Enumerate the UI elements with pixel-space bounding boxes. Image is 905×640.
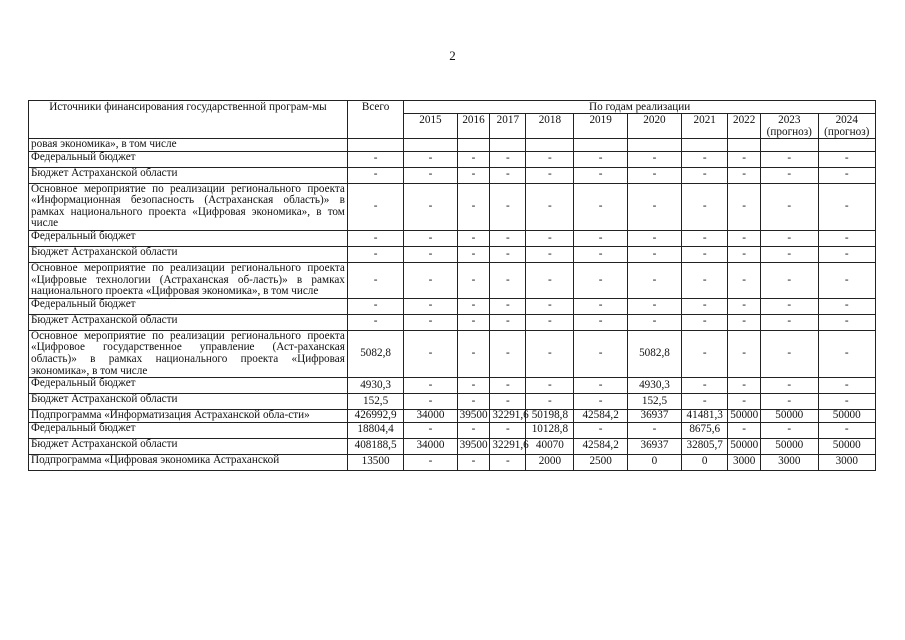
row-year-value: -	[682, 230, 728, 246]
row-year-value: -	[404, 330, 457, 377]
row-year-value: -	[761, 262, 818, 298]
row-year-value: -	[404, 151, 457, 167]
row-source: Бюджет Астраханской области	[29, 314, 348, 330]
row-year-value: -	[457, 262, 490, 298]
row-source: Бюджет Астраханской области	[29, 394, 348, 410]
row-source: Федеральный бюджет	[29, 378, 348, 394]
row-year-value: -	[490, 183, 526, 230]
row-year-value: -	[682, 151, 728, 167]
row-year-value: -	[490, 314, 526, 330]
row-year-value: -	[574, 151, 627, 167]
row-year-value: 50000	[728, 410, 761, 423]
row-total: 408188,5	[347, 438, 403, 454]
row-year-value: 39500	[457, 410, 490, 423]
row-year-value: -	[818, 394, 876, 410]
row-source: Подпрограмма «Информатизация Астраханской обла-сти»	[29, 410, 348, 423]
header-year: 2018	[526, 114, 574, 139]
row-year-value: -	[818, 183, 876, 230]
row-source: Подпрограмма «Цифровая экономика Астраханской	[29, 454, 348, 470]
row-year-value: -	[574, 262, 627, 298]
table-row	[29, 230, 876, 246]
row-year-value: -	[627, 151, 681, 167]
row-year-value: -	[728, 183, 761, 230]
row-year-value: -	[728, 151, 761, 167]
row-total: -	[347, 183, 403, 230]
row-year-value: -	[761, 422, 818, 438]
row-year-value: -	[818, 230, 876, 246]
row-year-value: -	[818, 246, 876, 262]
row-year-value: -	[728, 378, 761, 394]
header-year: 2021	[682, 114, 728, 139]
row-year-value: -	[457, 314, 490, 330]
table-row	[29, 330, 876, 377]
row-year-value: -	[682, 378, 728, 394]
row-year-value: 2000	[526, 454, 574, 470]
table-row	[29, 314, 876, 330]
row-year-value: -	[457, 378, 490, 394]
header-year: 2016	[457, 114, 490, 139]
row-year-value: 50198,8	[526, 410, 574, 423]
row-year-value	[404, 139, 457, 152]
row-source: ровая экономика», в том числе	[29, 139, 348, 152]
row-year-value: -	[404, 183, 457, 230]
table-row	[29, 394, 876, 410]
row-year-value: -	[457, 330, 490, 377]
row-year-value: -	[728, 314, 761, 330]
row-year-value: 40070	[526, 438, 574, 454]
header-year: 2024 (прогноз)	[818, 114, 876, 139]
row-year-value: -	[574, 422, 627, 438]
row-year-value: 3000	[728, 454, 761, 470]
row-total: 152,5	[347, 394, 403, 410]
row-year-value: 0	[627, 454, 681, 470]
row-year-value: -	[627, 262, 681, 298]
row-year-value: -	[818, 314, 876, 330]
row-year-value: -	[404, 246, 457, 262]
row-year-value: -	[682, 394, 728, 410]
row-year-value: 36937	[627, 438, 681, 454]
row-year-value: 50000	[818, 438, 876, 454]
row-year-value: 10128,8	[526, 422, 574, 438]
table-row	[29, 422, 876, 438]
row-year-value	[457, 139, 490, 152]
row-year-value: -	[574, 330, 627, 377]
header-year: 2023 (прогноз)	[761, 114, 818, 139]
row-year-value: -	[490, 230, 526, 246]
row-total: 5082,8	[347, 330, 403, 377]
row-source: Бюджет Астраханской области	[29, 246, 348, 262]
row-year-value: 2500	[574, 454, 627, 470]
row-year-value: 39500	[457, 438, 490, 454]
row-year-value: 36937	[627, 410, 681, 423]
row-year-value: -	[682, 167, 728, 183]
row-total: -	[347, 298, 403, 314]
row-year-value: -	[627, 167, 681, 183]
row-year-value: -	[526, 230, 574, 246]
row-year-value: -	[490, 298, 526, 314]
row-source: Федеральный бюджет	[29, 422, 348, 438]
row-year-value	[728, 139, 761, 152]
row-total: -	[347, 167, 403, 183]
table-row	[29, 454, 876, 470]
header-total: Всего	[347, 101, 403, 139]
table-row	[29, 246, 876, 262]
row-year-value: -	[526, 314, 574, 330]
row-year-value: -	[574, 378, 627, 394]
row-year-value: -	[682, 246, 728, 262]
row-year-value: -	[682, 330, 728, 377]
row-year-value: 41481,3	[682, 410, 728, 423]
row-year-value: -	[574, 298, 627, 314]
row-year-value: -	[728, 422, 761, 438]
row-year-value: 34000	[404, 410, 457, 423]
row-year-value: 3000	[761, 454, 818, 470]
table-row	[29, 183, 876, 230]
row-year-value: -	[761, 167, 818, 183]
row-year-value: -	[818, 330, 876, 377]
row-year-value: -	[574, 246, 627, 262]
row-year-value: -	[490, 394, 526, 410]
row-year-value: -	[682, 183, 728, 230]
row-year-value: -	[404, 314, 457, 330]
row-year-value: -	[404, 230, 457, 246]
row-source: Бюджет Астраханской области	[29, 167, 348, 183]
row-year-value: 32291,6	[490, 410, 526, 423]
header-year: 2020	[627, 114, 681, 139]
row-year-value: -	[457, 246, 490, 262]
row-source: Бюджет Астраханской области	[29, 438, 348, 454]
row-total: 13500	[347, 454, 403, 470]
table-row	[29, 410, 876, 423]
row-source: Основное мероприятие по реализации регионального проекта «Информационная безопасность (Астраханская область)» в рамках национального проекта «Цифровая экономика», в том числе	[29, 183, 348, 230]
row-year-value: -	[728, 246, 761, 262]
row-year-value: -	[404, 167, 457, 183]
row-source: Федеральный бюджет	[29, 298, 348, 314]
row-year-value: -	[761, 246, 818, 262]
row-year-value: -	[682, 298, 728, 314]
row-year-value: 50000	[818, 410, 876, 423]
row-year-value	[627, 139, 681, 152]
row-year-value	[574, 139, 627, 152]
row-year-value: -	[627, 422, 681, 438]
row-year-value: -	[761, 330, 818, 377]
row-year-value: -	[404, 262, 457, 298]
row-year-value	[490, 139, 526, 152]
row-year-value: -	[457, 454, 490, 470]
table-row	[29, 151, 876, 167]
row-year-value: -	[574, 230, 627, 246]
row-year-value: -	[574, 167, 627, 183]
row-year-value: -	[627, 246, 681, 262]
row-year-value: -	[682, 314, 728, 330]
row-total: 4930,3	[347, 378, 403, 394]
row-year-value: -	[627, 230, 681, 246]
row-year-value: -	[526, 183, 574, 230]
row-year-value: 0	[682, 454, 728, 470]
row-year-value: -	[818, 167, 876, 183]
row-year-value: -	[457, 230, 490, 246]
row-year-value: -	[761, 230, 818, 246]
row-year-value: -	[457, 183, 490, 230]
row-year-value: -	[457, 167, 490, 183]
row-year-value: -	[490, 167, 526, 183]
row-year-value: -	[404, 378, 457, 394]
header-year: 2022	[728, 114, 761, 139]
row-source: Основное мероприятие по реализации регионального проекта «Цифровые технологии (Астраханская об-ласть)» в рамках национального проекта «Цифровая экономика», в том числе	[29, 262, 348, 298]
row-year-value: -	[761, 394, 818, 410]
row-year-value: -	[574, 314, 627, 330]
table-row	[29, 262, 876, 298]
row-year-value: -	[457, 298, 490, 314]
row-year-value: 8675,6	[682, 422, 728, 438]
row-year-value: -	[761, 151, 818, 167]
row-year-value: -	[490, 330, 526, 377]
row-year-value: -	[818, 298, 876, 314]
row-source: Основное мероприятие по реализации регионального проекта «Цифровое государственное управление (Аст-раханская область)» в рамках национального проекта «Цифровая экономика», в том числе	[29, 330, 348, 377]
row-year-value: -	[490, 151, 526, 167]
row-year-value: -	[404, 394, 457, 410]
row-year-value: -	[627, 314, 681, 330]
row-year-value: -	[682, 262, 728, 298]
row-year-value: -	[490, 262, 526, 298]
row-year-value: -	[404, 454, 457, 470]
row-year-value: -	[526, 151, 574, 167]
row-year-value: 32291,6	[490, 438, 526, 454]
row-year-value: -	[728, 394, 761, 410]
row-year-value: -	[761, 378, 818, 394]
table-row	[29, 167, 876, 183]
table-row	[29, 139, 876, 152]
row-year-value: -	[728, 230, 761, 246]
header-year: 2019	[574, 114, 627, 139]
table-row	[29, 438, 876, 454]
row-year-value: -	[457, 394, 490, 410]
row-year-value: -	[574, 394, 627, 410]
row-year-value: -	[526, 378, 574, 394]
row-year-value: -	[490, 422, 526, 438]
row-total: -	[347, 314, 403, 330]
row-total: -	[347, 230, 403, 246]
table-row	[29, 298, 876, 314]
row-year-value: -	[457, 422, 490, 438]
row-year-value: -	[728, 330, 761, 377]
row-year-value: -	[457, 151, 490, 167]
row-year-value	[761, 139, 818, 152]
row-year-value: -	[761, 298, 818, 314]
row-year-value: -	[526, 262, 574, 298]
row-year-value: -	[404, 298, 457, 314]
row-year-value: 50000	[728, 438, 761, 454]
row-total	[347, 139, 403, 152]
row-total: 18804,4	[347, 422, 403, 438]
row-year-value: 5082,8	[627, 330, 681, 377]
row-year-value: 3000	[818, 454, 876, 470]
row-year-value: -	[490, 378, 526, 394]
row-year-value	[818, 139, 876, 152]
row-year-value: -	[818, 378, 876, 394]
row-year-value: 152,5	[627, 394, 681, 410]
row-year-value: -	[526, 394, 574, 410]
header-sources: Источники финансирования государственной програм-мы	[29, 101, 348, 139]
row-year-value: 32805,7	[682, 438, 728, 454]
financing-table	[28, 100, 876, 471]
row-year-value	[526, 139, 574, 152]
row-year-value: -	[404, 422, 457, 438]
row-year-value: -	[490, 246, 526, 262]
row-year-value: 4930,3	[627, 378, 681, 394]
row-year-value: -	[526, 298, 574, 314]
row-year-value: -	[574, 183, 627, 230]
row-year-value: -	[627, 183, 681, 230]
row-year-value: -	[818, 262, 876, 298]
row-year-value: -	[818, 422, 876, 438]
row-year-value: 42584,2	[574, 438, 627, 454]
row-total: -	[347, 151, 403, 167]
row-year-value: -	[627, 298, 681, 314]
row-year-value: -	[526, 246, 574, 262]
row-source: Федеральный бюджет	[29, 230, 348, 246]
row-year-value: 50000	[761, 438, 818, 454]
row-year-value: -	[526, 167, 574, 183]
row-year-value: -	[728, 167, 761, 183]
row-source: Федеральный бюджет	[29, 151, 348, 167]
table-row	[29, 378, 876, 394]
row-year-value: -	[761, 314, 818, 330]
row-year-value: 50000	[761, 410, 818, 423]
row-year-value: -	[728, 298, 761, 314]
row-total: -	[347, 262, 403, 298]
row-year-value: -	[728, 262, 761, 298]
row-total: 426992,9	[347, 410, 403, 423]
row-year-value	[682, 139, 728, 152]
row-year-value: -	[490, 454, 526, 470]
row-year-value: 34000	[404, 438, 457, 454]
row-year-value: -	[761, 183, 818, 230]
row-year-value: 42584,2	[574, 410, 627, 423]
page-number: 2	[449, 48, 456, 63]
header-year: 2017	[490, 114, 526, 139]
header-year: 2015	[404, 114, 457, 139]
row-year-value: -	[818, 151, 876, 167]
row-year-value: -	[526, 330, 574, 377]
row-total: -	[347, 246, 403, 262]
header-by-years: По годам реализации	[404, 101, 876, 114]
